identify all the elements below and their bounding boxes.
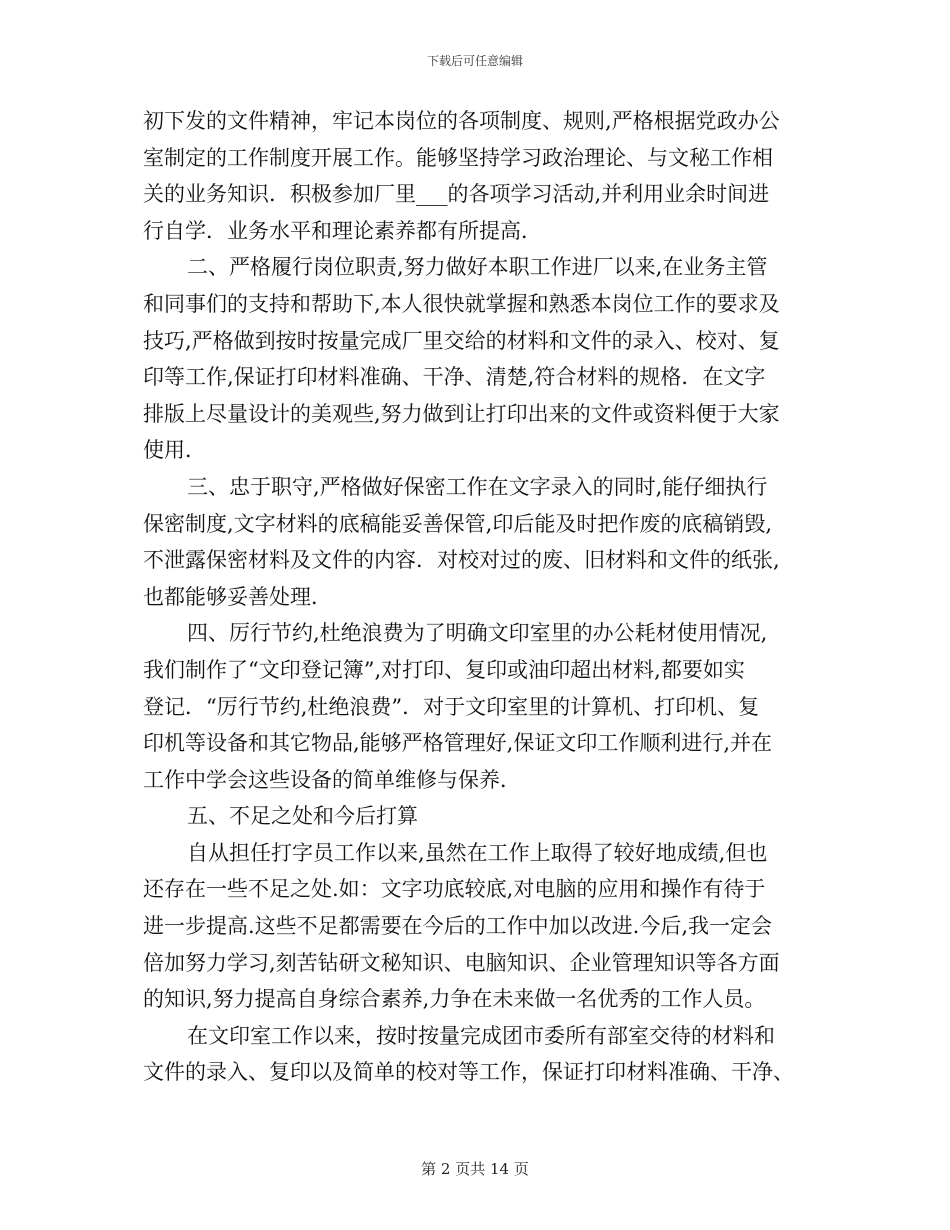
text-line: 也都能够妥善处理． bbox=[143, 584, 332, 609]
text-line: 保密制度,文字材料的底稿能妥善保管,印后能及时把作废的底稿销毁, bbox=[143, 511, 773, 536]
text-line: 的知识,努力提高自身综合素养,力争在未来做一名优秀的工作人员。 bbox=[143, 987, 766, 1012]
text-line: 技巧,严格做到按时按量完成厂里交给的材料和文件的录入、校对、复 bbox=[143, 328, 780, 353]
text-line: 和同事们的支持和帮助下,本人很快就掌握和熟悉本岗位工作的要求及 bbox=[143, 291, 780, 316]
text-line: 自从担任打字员工作以来,虽然在工作上取得了较好地成绩,但也 bbox=[187, 840, 768, 865]
text-line: 倍加努力学习,刻苦钻研文秘知识、电脑知识、企业管理知识等各方面 bbox=[143, 950, 780, 975]
text-line: 四、厉行节约,杜绝浪费为了明确文印室里的办公耗材使用情况, bbox=[187, 621, 768, 646]
text-line: 关的业务知识．积极参加厂里___的各项学习活动,并利用业余时间进 bbox=[143, 182, 770, 207]
text-line: 登记．“厉行节约,杜绝浪费”．对于文印室里的计算机、打印机、复 bbox=[143, 694, 760, 719]
text-line: 印等工作,保证打印材料准确、干净、清楚,符合材料的规格．在文字 bbox=[143, 365, 766, 390]
text-line: 文件的录入、复印以及简单的校对等工作，保证打印材料准确、干净、 bbox=[143, 1060, 794, 1085]
text-line: 室制定的工作制度开展工作。能够坚持学习政治理论、与文秘工作相 bbox=[143, 145, 773, 170]
text-line: 使用． bbox=[143, 438, 206, 463]
text-line: 工作中学会这些设备的简单维修与保养． bbox=[143, 767, 521, 792]
text-line: 我们制作了“文印登记簿”,对打印、复印或油印超出材料,都要如实 bbox=[143, 657, 745, 682]
text-line: 初下发的文件精神，牢记本岗位的各项制度、规则,严格根据党政办公 bbox=[143, 109, 780, 133]
text-line: 在文印室工作以来，按时按量完成团市委所有部室交待的材料和 bbox=[187, 1023, 775, 1048]
text-line: 二、严格履行岗位职责,努力做好本职工作进厂以来,在业务主管 bbox=[187, 255, 768, 280]
page-footer: 第 2 页共 14 页 bbox=[421, 1160, 529, 1178]
text-line: 排版上尽量设计的美观些,努力做到让打印出来的文件或资料便于大家 bbox=[143, 401, 780, 426]
text-line: 五、不足之处和今后打算 bbox=[187, 804, 418, 829]
text-line: 进一步提高.这些不足都需要在今后的工作中加以改进.今后,我一定会 bbox=[143, 914, 773, 939]
text-line: 行自学．业务水平和理论素养都有所提高． bbox=[143, 218, 542, 243]
text-line: 印机等设备和其它物品,能够严格管理好,保证文印工作顺利进行,并在 bbox=[143, 731, 773, 756]
text-line: 还存在一些不足之处.如：文字功底较底,对电脑的应用和操作有待于 bbox=[143, 877, 766, 902]
document-body bbox=[143, 103, 807, 1091]
text-line: 三、忠于职守,严格做好保密工作在文字录入的同时,能仔细执行 bbox=[187, 474, 768, 499]
text-line: 不泄露保密材料及文件的内容．对校对过的废、旧材料和文件的纸张, bbox=[143, 548, 780, 573]
page-header: 下载后可任意编辑 bbox=[426, 54, 523, 68]
